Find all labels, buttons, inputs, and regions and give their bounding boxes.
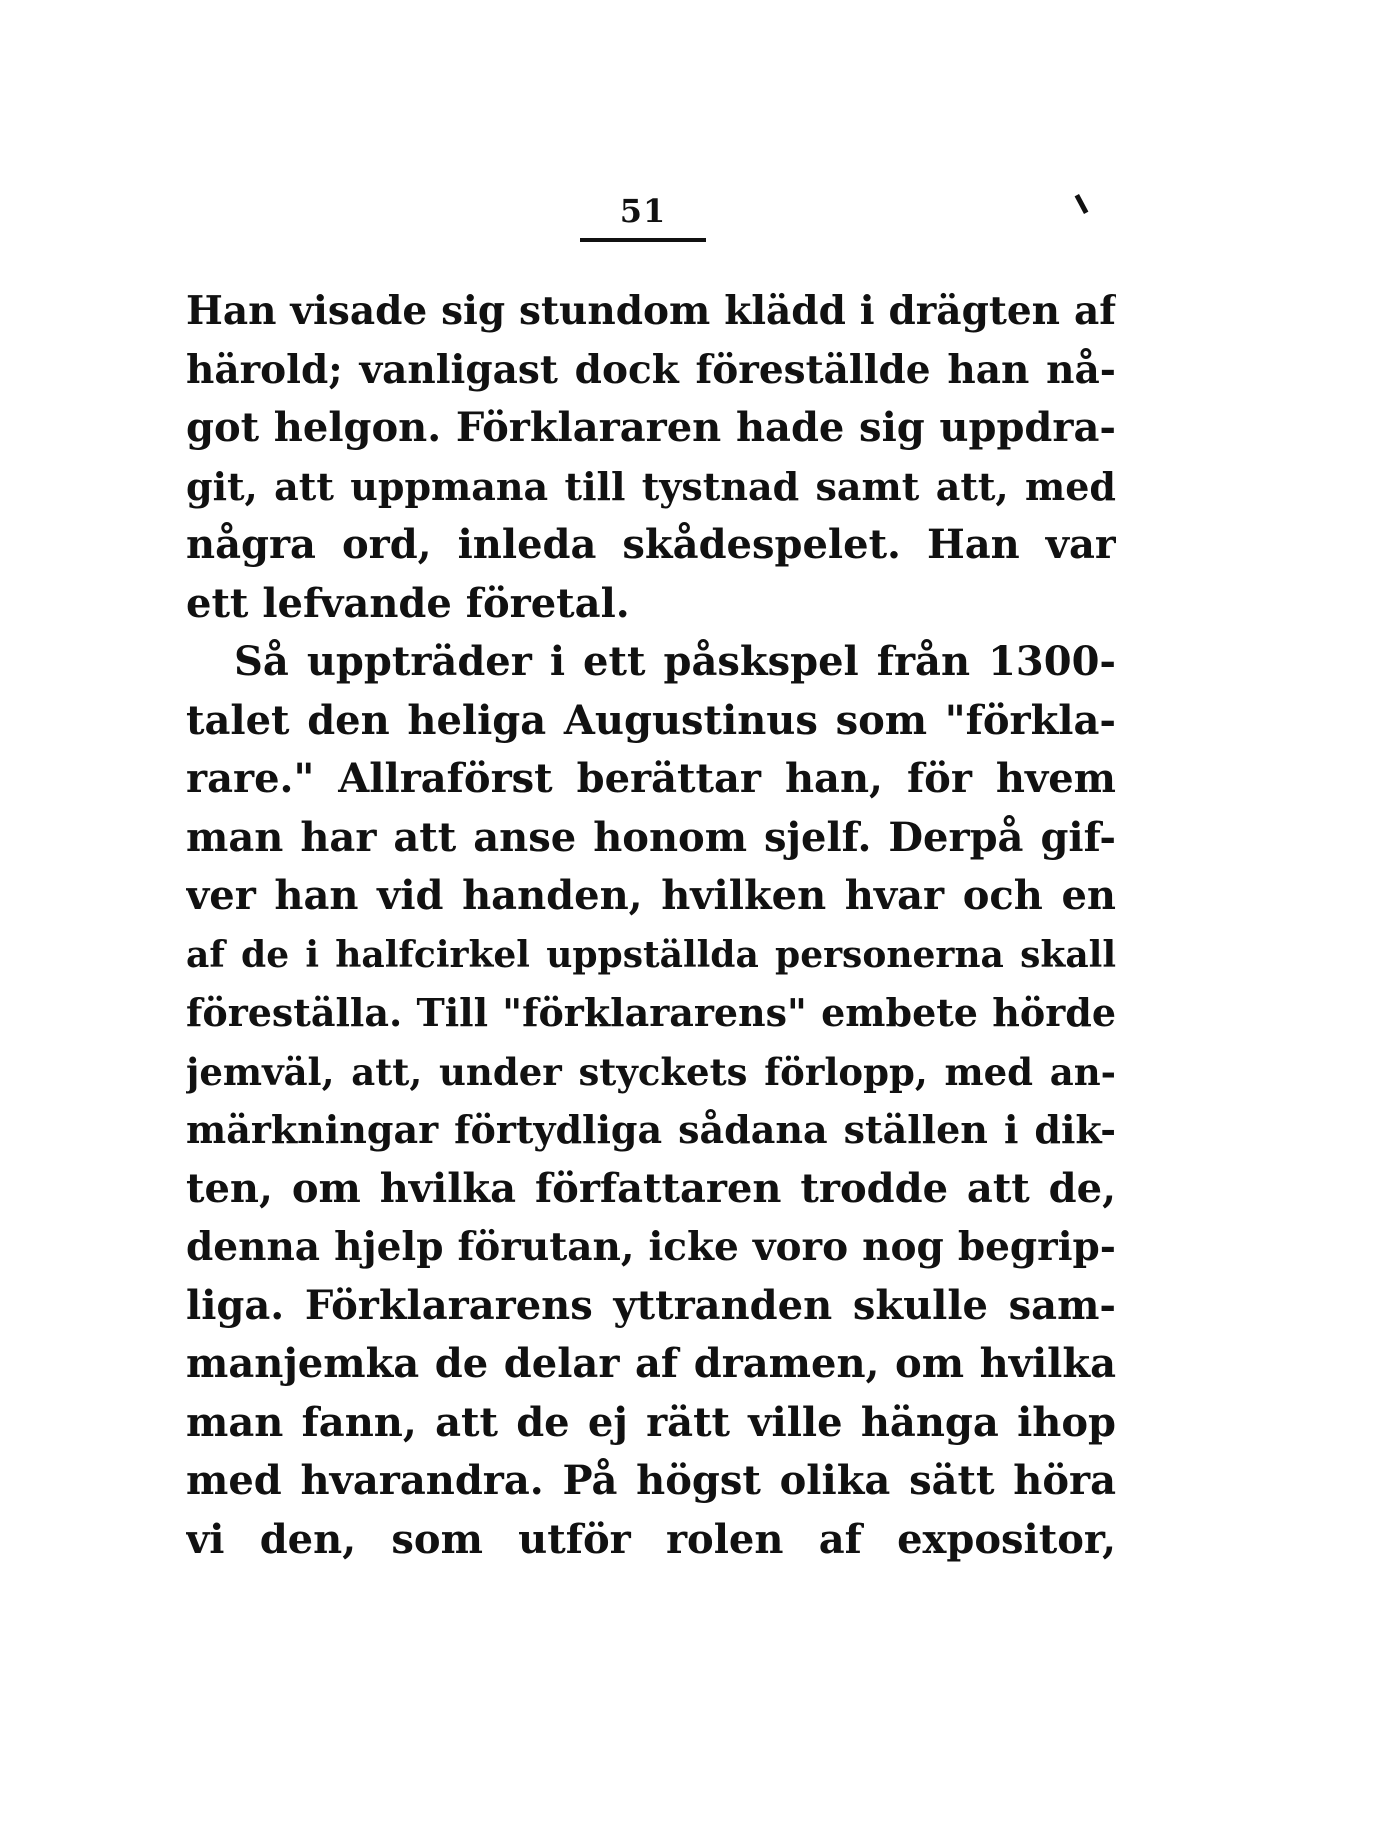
text-line-17: denna hjelp förutan, icke voro nog begrip- xyxy=(186,1224,1116,1270)
page-number-block xyxy=(580,186,706,242)
print-speck-mark xyxy=(1075,194,1089,214)
text-line-19: manjemka de delar af dramen, om hvilka xyxy=(186,1340,1116,1387)
text-line-22: vi den, som utför rolen af expositor, xyxy=(186,1515,1116,1563)
text-line-5: några ord, inleda skådespelet. Han var xyxy=(186,521,1116,568)
text-line-12: af de i halfcirkel uppställda personerna skall xyxy=(186,933,1116,976)
text-line-16: ten, om hvilka författaren trodde att de, xyxy=(186,1164,1116,1212)
text-line-4: git, att uppmana till tystnad samt att, med xyxy=(186,463,1116,509)
text-line-10: man har att anse honom sjelf. Derpå gif- xyxy=(186,813,1116,861)
page-number-underline xyxy=(580,238,706,242)
text-line-3: got helgon. Förklararen hade sig uppdra- xyxy=(186,404,1116,451)
text-line-20: man fann, att de ej rätt ville hänga ihop xyxy=(186,1398,1116,1446)
text-line-9: rare." Allraförst berättar han, för hvem xyxy=(186,755,1116,802)
text-line-8: talet den heliga Augustinus som "förkla- xyxy=(186,696,1116,744)
text-line-18: liga. Förklararens yttranden skulle sam- xyxy=(186,1281,1116,1329)
text-line-21: med hvarandra. På högst olika sätt höra xyxy=(186,1457,1116,1504)
text-line-11: ver han vid handen, hvilken hvar och en xyxy=(186,872,1116,919)
text-line-6: ett lefvande företal. xyxy=(186,579,630,627)
page-number: 51 xyxy=(619,192,667,230)
text-line-7: Så uppträder i ett påskspel från 1300- xyxy=(234,638,1116,685)
text-line-1: Han visade sig stundom klädd i drägten af xyxy=(186,288,1116,334)
text-line-13: föreställa. Till "förklararens" embete hörde xyxy=(186,990,1116,1035)
text-line-15: märkningar förtydliga sådana ställen i dik- xyxy=(186,1107,1116,1152)
body-text xyxy=(186,282,1116,1569)
text-line-2: härold; vanligast dock föreställde han nå- xyxy=(186,346,1116,393)
text-line-14: jemväl, att, under styckets förlopp, med an- xyxy=(186,1049,1116,1094)
